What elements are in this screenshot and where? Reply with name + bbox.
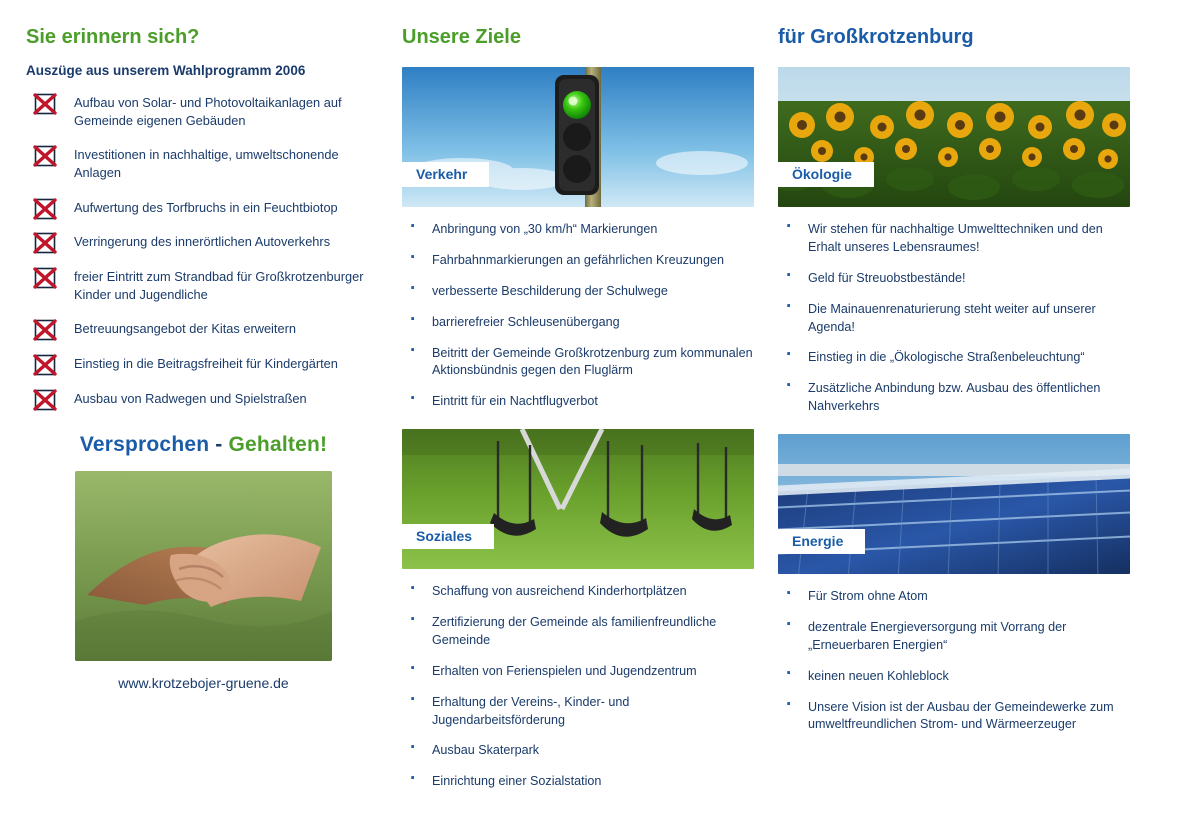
right-heading: für Großkrotzenburg: [778, 26, 974, 48]
list-item: · Erhaltung der Vereins-, Kinder- und Jugendarbeitsförderung: [402, 694, 754, 730]
promise-word-versprochen: Versprochen: [79, 433, 210, 457]
promise-word-gehalten: Gehalten!: [228, 433, 328, 457]
photo-label-verkehr: Verkehr: [402, 162, 489, 187]
list-item: [26, 146, 381, 181]
check-x-icon: [32, 387, 58, 413]
sunflower-field-photo: [778, 67, 1130, 207]
list-item: · Erhalten von Ferienspielen und Jugendzentrum: [402, 663, 754, 681]
list-item: · Die Mainauenrenaturierung steht weiter auf unserer Agenda!: [778, 301, 1130, 337]
photo-label-soziales: Soziales: [402, 524, 494, 549]
middle-heading: Unsere Ziele: [402, 26, 521, 48]
photo-label-energie: Energie: [778, 529, 865, 554]
list-item: · Fahrbahnmarkierungen an gefährlichen Kreuzungen: [402, 252, 754, 270]
website-url[interactable]: www.krotzebojer-gruene.de: [118, 675, 289, 692]
list-item: · Einrichtung einer Sozialstation: [402, 773, 754, 791]
left-subheading: Auszüge aus unserem Wahlprogramm 2006: [26, 63, 306, 78]
list-item: · Geld für Streuobstbestände!: [778, 270, 1130, 288]
check-x-icon: [32, 230, 58, 256]
list-item: · Eintritt für ein Nachtflugverbot: [402, 393, 754, 411]
oekologie-bullet-list: [778, 221, 1130, 416]
list-item: [26, 320, 381, 338]
check-x-icon: [32, 143, 58, 169]
list-item: · barrierefreier Schleusenübergang: [402, 314, 754, 332]
list-item: · Zertifizierung der Gemeinde als familienfreundliche Gemeinde: [402, 614, 754, 650]
list-item: · Für Strom ohne Atom: [778, 588, 1130, 606]
list-item-label: Investitionen in nachhaltige, umweltschonende Anlagen: [74, 147, 339, 180]
list-item-label: Aufbau von Solar- und Photovoltaikanlagen auf Gemeinde eigenen Gebäuden: [74, 95, 342, 128]
list-item-label: Verringerung des innerörtlichen Autoverkehrs: [74, 234, 331, 250]
energie-bullet-list: [778, 588, 1130, 734]
list-item: [26, 233, 381, 251]
list-item: · dezentrale Energieversorgung mit Vorrang der „Erneuerbaren Energien“: [778, 619, 1130, 655]
check-x-icon: [32, 91, 58, 117]
list-item: [26, 199, 381, 217]
list-item: · Wir stehen für nachhaltige Umwelttechniken und den Erhalt unseres Lebensraumes!: [778, 221, 1130, 257]
wahlprogramm-checklist: [26, 94, 381, 407]
list-item-label: Einstieg in die Beitragsfreiheit für Kindergärten: [74, 355, 338, 371]
traffic-light-photo: [402, 67, 754, 207]
list-item: · keinen neuen Kohleblock: [778, 668, 1130, 686]
right-column: [778, 0, 1130, 747]
list-item: · Unsere Vision ist der Ausbau der Gemeindewerke zum umweltfreundlichen Strom- und Wärmeerzeuger: [778, 699, 1130, 735]
list-item: · Schaffung von ausreichend Kinderhortplätzen: [402, 583, 754, 601]
list-item: [26, 268, 381, 303]
list-item: [26, 390, 381, 408]
middle-column: [402, 0, 754, 804]
list-item: · verbesserte Beschilderung der Schulwege: [402, 283, 754, 301]
soziales-bullet-list: [402, 583, 754, 791]
list-item: [26, 355, 381, 373]
list-item: · Anbringung von „30 km/h“ Markierungen: [402, 221, 754, 239]
promise-separator: -: [209, 433, 229, 457]
list-item-label: freier Eintritt zum Strandbad für Großkrotzenburger Kinder und Jugendliche: [74, 268, 364, 302]
photo-label-oekologie: Ökologie: [778, 162, 874, 187]
check-x-icon: [32, 317, 58, 343]
check-x-icon: [32, 196, 58, 222]
promise-block: [26, 433, 381, 691]
list-item: · Zusätzliche Anbindung bzw. Ausbau des öffentlichen Nahverkehrs: [778, 380, 1130, 416]
handshake-photo: [75, 471, 332, 661]
list-item: · Einstieg in die „Ökologische Straßenbeleuchtung“: [778, 349, 1130, 367]
list-item: [26, 94, 381, 129]
playground-swings-photo: [402, 429, 754, 569]
left-heading: Sie erinnern sich?: [26, 26, 200, 48]
solar-panels-photo: [778, 434, 1130, 574]
list-item-label: Aufwertung des Torfbruchs in ein Feuchtbiotop: [74, 199, 338, 215]
list-item-label: Ausbau von Radwegen und Spielstraßen: [74, 390, 307, 406]
check-x-icon: [32, 352, 58, 378]
list-item: · Ausbau Skaterpark: [402, 742, 754, 760]
list-item: · Beitritt der Gemeinde Großkrotzenburg zum kommunalen Aktionsbündnis gegen den Fluglärm: [402, 345, 754, 381]
promise-headline: [26, 433, 381, 457]
list-item-label: Betreuungsangebot der Kitas erweitern: [74, 321, 296, 337]
verkehr-bullet-list: [402, 221, 754, 411]
check-x-icon: [32, 265, 58, 291]
left-column: [26, 0, 381, 691]
